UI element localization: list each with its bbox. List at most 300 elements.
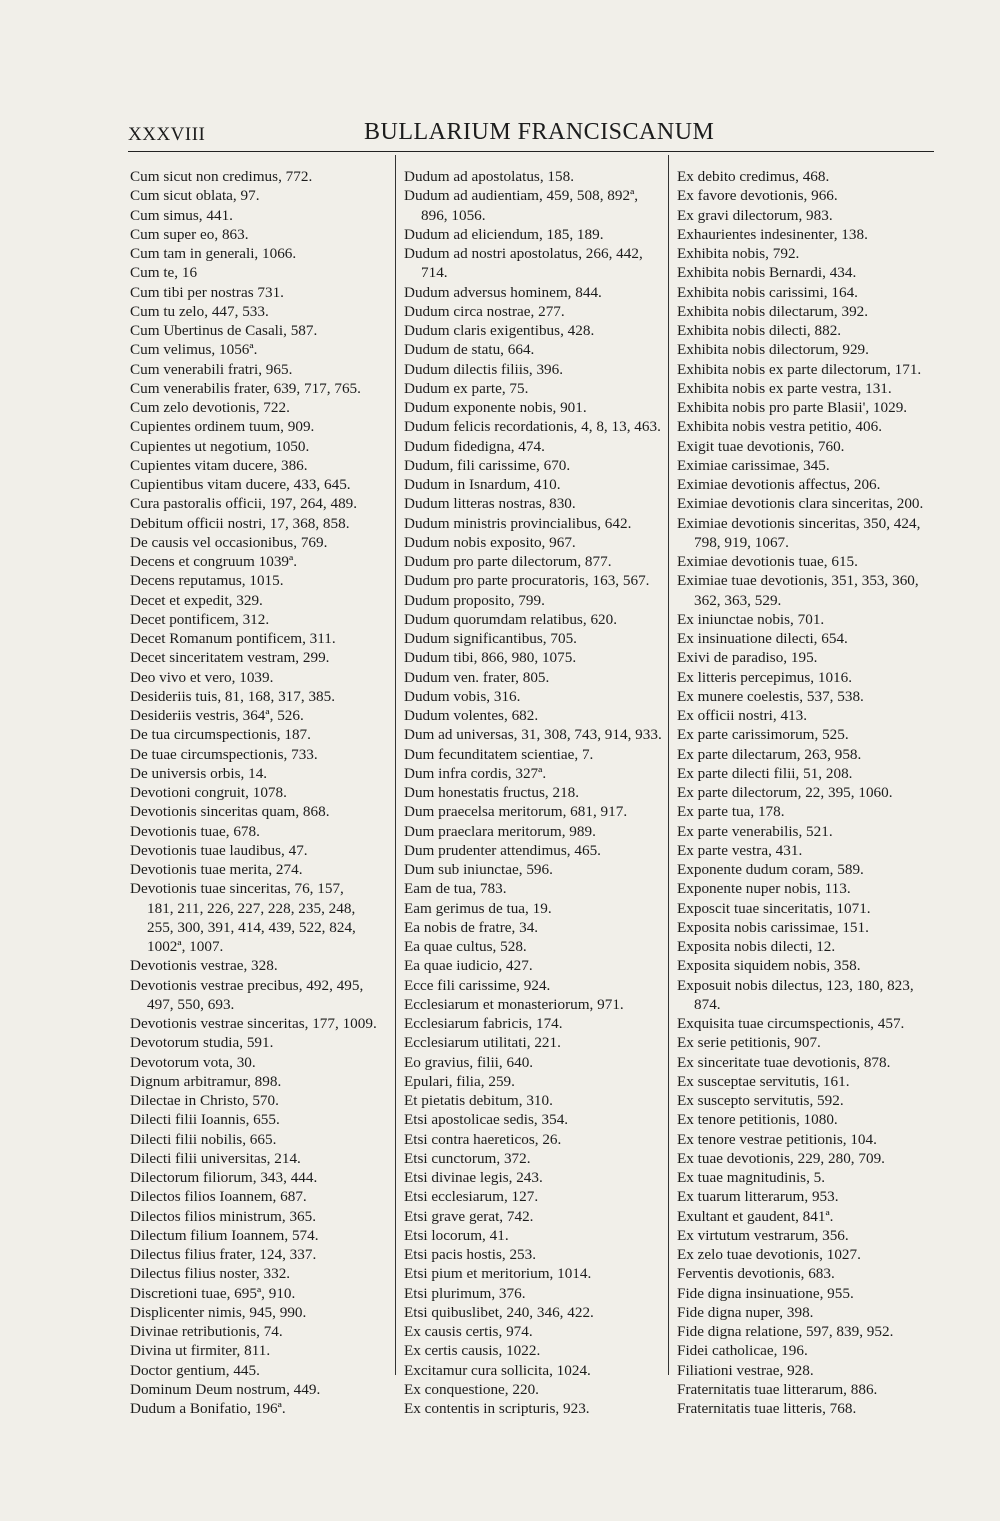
index-entry bbox=[130, 302, 385, 321]
index-entry-text: Cum tibi per nostras 731. bbox=[130, 283, 284, 301]
index-entry-text: Exigit tuae devotionis, 760. bbox=[677, 437, 845, 455]
index-entry bbox=[677, 571, 939, 610]
index-entry-text: Fide digna relatione, 597, 839, 952. bbox=[677, 1323, 894, 1340]
index-entry bbox=[404, 802, 661, 821]
index-entry-text: Divina ut firmiter, 811. bbox=[130, 1342, 271, 1360]
index-entry-text: Dudum ad audientiam, 459, 508, 892ª, bbox=[404, 187, 639, 205]
index-entry bbox=[677, 225, 939, 244]
index-entry-text: Dudum ad nostri apostolatus, 266, 442, bbox=[404, 245, 643, 262]
index-entry-text: Ex parte dilectarum, 263, 958. bbox=[677, 745, 862, 763]
index-entry-text: Dudum felicis recordationis, 4, 8, 13, 463. bbox=[404, 418, 661, 436]
index-entry bbox=[677, 937, 939, 956]
index-entry-text: Cum sicut non credimus, 772. bbox=[130, 168, 313, 185]
index-entry bbox=[404, 745, 661, 764]
index-entry bbox=[404, 456, 661, 475]
index-entry-text: De causis vel occasionibus, 769. bbox=[130, 533, 328, 551]
index-entry bbox=[404, 1380, 661, 1399]
index-entry bbox=[130, 1284, 385, 1303]
index-entry bbox=[677, 1322, 939, 1341]
index-entry bbox=[404, 1168, 661, 1187]
index-entry bbox=[130, 1264, 385, 1283]
index-entry-text: Dilectum filium Ioannem, 574. bbox=[130, 1226, 319, 1244]
index-entry-text: Ex tenore vestrae petitionis, 104. bbox=[677, 1130, 877, 1148]
column-divider bbox=[395, 155, 396, 1375]
index-entry-text: Decens reputamus, 1015. bbox=[130, 572, 284, 590]
index-entry bbox=[130, 1091, 385, 1110]
index-entry-text: Devotionis vestrae, 328. bbox=[130, 957, 278, 975]
index-entry-text: Ferventis devotionis, 683. bbox=[677, 1265, 835, 1283]
index-entry-text: Exposcit tuae sinceritatis, 1071. bbox=[677, 899, 871, 917]
page-number: XXXVIII bbox=[128, 124, 206, 145]
index-entry bbox=[404, 475, 661, 494]
index-entry bbox=[404, 1187, 661, 1206]
index-entry-text: Ex parte dilecti filii, 51, 208. bbox=[677, 764, 853, 782]
index-entry bbox=[677, 263, 939, 282]
index-entry bbox=[130, 1053, 385, 1072]
index-entry bbox=[130, 1033, 385, 1052]
index-entry-text: Cum tam in generali, 1066. bbox=[130, 245, 297, 262]
index-entry bbox=[677, 1207, 939, 1226]
index-entry bbox=[677, 841, 939, 860]
index-entry bbox=[130, 244, 385, 263]
header-rule bbox=[128, 151, 934, 152]
index-entry-text: Debitum officii nostri, 17, 368, 858. bbox=[130, 514, 350, 532]
index-entry bbox=[677, 1361, 939, 1380]
index-entry-text: Ex favore devotionis, 966. bbox=[677, 187, 838, 205]
index-entry bbox=[130, 648, 385, 667]
index-entry-continuation: 874. bbox=[694, 995, 721, 1013]
index-entry-text: Exhibita nobis dilectorum, 929. bbox=[677, 341, 869, 359]
index-entry bbox=[404, 571, 661, 590]
index-entry-text: Cum zelo devotionis, 722. bbox=[130, 399, 290, 416]
index-entry-text: Ecclesiarum utilitati, 221. bbox=[404, 1034, 561, 1052]
index-entry-text: Dudum pro parte dilectorum, 877. bbox=[404, 553, 612, 570]
index-entry-text: Dudum dilectis filiis, 396. bbox=[404, 360, 564, 378]
index-entry bbox=[404, 321, 661, 340]
index-entry bbox=[404, 1207, 661, 1226]
index-entry bbox=[404, 1072, 661, 1091]
index-entry-text: Dum ad universas, 31, 308, 743, 914, 933. bbox=[404, 726, 662, 744]
index-entry bbox=[404, 783, 661, 802]
index-entry-text: Ex iniunctae nobis, 701. bbox=[677, 610, 825, 628]
index-entry bbox=[404, 1053, 661, 1072]
index-entry bbox=[130, 956, 385, 975]
index-entry bbox=[404, 1110, 661, 1129]
index-entry-text: Fide digna nuper, 398. bbox=[677, 1303, 814, 1321]
index-entry-text: Exquisita tuae circumspectionis, 457. bbox=[677, 1015, 905, 1032]
index-entry bbox=[130, 1399, 385, 1418]
index-entry bbox=[677, 802, 939, 821]
index-entry-text: Decet pontificem, 312. bbox=[130, 610, 270, 628]
index-entry bbox=[130, 167, 385, 186]
index-entry-text: Ex serie petitionis, 907. bbox=[677, 1034, 821, 1052]
index-entry-text: Etsi cunctorum, 372. bbox=[404, 1149, 531, 1167]
index-entry-text: De tua circumspectionis, 187. bbox=[130, 726, 311, 744]
index-entry bbox=[130, 398, 385, 417]
running-title: BULLARIUM FRANCISCANUM bbox=[364, 119, 715, 145]
index-entry-text: Decens et congruum 1039ª. bbox=[130, 553, 297, 570]
index-entry-text: Ea quae cultus, 528. bbox=[404, 938, 527, 955]
index-entry-text: Exivi de paradiso, 195. bbox=[677, 649, 818, 667]
index-entry bbox=[677, 1110, 939, 1129]
column-divider bbox=[668, 155, 669, 1375]
index-entry-text: Decet sinceritatem vestram, 299. bbox=[130, 649, 330, 667]
index-entry-text: Dudum vobis, 316. bbox=[404, 687, 521, 705]
index-entry bbox=[404, 494, 661, 513]
index-entry-text: Ex parte venerabilis, 521. bbox=[677, 822, 833, 840]
index-entry-text: Devotorum studia, 591. bbox=[130, 1034, 274, 1052]
index-entry bbox=[404, 1284, 661, 1303]
index-entry bbox=[677, 1168, 939, 1187]
index-entry bbox=[404, 283, 661, 302]
index-entry bbox=[677, 379, 939, 398]
index-entry bbox=[677, 437, 939, 456]
index-entry bbox=[404, 1264, 661, 1283]
index-entry-text: Devotionis tuae sinceritas, 76, 157, bbox=[130, 880, 344, 898]
index-entry-text: Ex munere coelestis, 537, 538. bbox=[677, 687, 864, 705]
index-entry-text: Dudum ministris provincialibus, 642. bbox=[404, 514, 632, 532]
index-entry bbox=[677, 1341, 939, 1360]
index-entry bbox=[404, 1399, 661, 1418]
index-entry-text: De tuae circumspectionis, 733. bbox=[130, 745, 318, 763]
index-entry-text: Eam gerimus de tua, 19. bbox=[404, 899, 552, 917]
index-entry-text: Exultant et gaudent, 841ª. bbox=[677, 1207, 834, 1225]
index-entry-continuation: 497, 550, 693. bbox=[147, 995, 235, 1013]
index-entry-text: Displicenter nimis, 945, 990. bbox=[130, 1303, 307, 1321]
index-entry bbox=[677, 552, 939, 571]
index-entry-text: Filiationi vestrae, 928. bbox=[677, 1361, 814, 1379]
index-entry bbox=[404, 956, 661, 975]
index-entry-text: Fraternitatis tuae litterarum, 886. bbox=[677, 1380, 878, 1398]
index-entry-text: Deo vivo et vero, 1039. bbox=[130, 668, 274, 686]
index-entry bbox=[404, 1245, 661, 1264]
index-entry-text: Eam de tua, 783. bbox=[404, 880, 507, 898]
index-entry bbox=[404, 360, 661, 379]
index-entry-text: Cum tu zelo, 447, 533. bbox=[130, 302, 269, 320]
index-entry bbox=[404, 533, 661, 552]
index-entry bbox=[677, 956, 939, 975]
index-entry-text: Ex tuae magnitudinis, 5. bbox=[677, 1169, 826, 1186]
index-entry bbox=[677, 860, 939, 879]
index-entry bbox=[677, 206, 939, 225]
index-entry-text: Etsi plurimum, 376. bbox=[404, 1284, 526, 1302]
index-entry bbox=[404, 725, 661, 744]
index-entry bbox=[404, 1149, 661, 1168]
index-entry bbox=[677, 918, 939, 937]
index-entry-text: Dudum pro parte procuratoris, 163, 567. bbox=[404, 572, 650, 590]
index-entry-text: Epulari, filia, 259. bbox=[404, 1072, 515, 1090]
index-entry-text: Dum sub iniunctae, 596. bbox=[404, 861, 553, 878]
index-entry-text: Ex parte carissimorum, 525. bbox=[677, 726, 849, 744]
index-entry-text: Dilectus filius frater, 124, 337. bbox=[130, 1246, 317, 1263]
index-entry bbox=[404, 225, 661, 244]
index-entry bbox=[404, 514, 661, 533]
index-entry bbox=[677, 456, 939, 475]
index-entry-text: Eo gravius, filii, 640. bbox=[404, 1053, 534, 1071]
index-entry-text: Dudum in Isnardum, 410. bbox=[404, 476, 561, 493]
index-entry-text: Etsi locorum, 41. bbox=[404, 1226, 509, 1244]
index-column-1 bbox=[130, 167, 385, 1418]
index-entry bbox=[130, 668, 385, 687]
index-entry-text: Etsi pium et meritorium, 1014. bbox=[404, 1265, 592, 1283]
index-entry bbox=[404, 764, 661, 783]
index-entry bbox=[130, 802, 385, 821]
index-entry bbox=[404, 398, 661, 417]
index-entry-text: Cum simus, 441. bbox=[130, 206, 233, 224]
index-entry bbox=[404, 860, 661, 879]
index-entry-text: Fide digna insinuatione, 955. bbox=[677, 1284, 854, 1302]
index-entry-text: Etsi apostolicae sedis, 354. bbox=[404, 1111, 569, 1129]
index-entry bbox=[677, 417, 939, 436]
index-entry-text: Devotorum vota, 30. bbox=[130, 1053, 256, 1071]
index-entry-continuation: 1002ª, 1007. bbox=[147, 938, 224, 955]
index-entry bbox=[677, 1380, 939, 1399]
index-entry-text: Dudum ven. frater, 805. bbox=[404, 668, 550, 686]
index-entry-text: Dum fecunditatem scientiae, 7. bbox=[404, 745, 594, 763]
index-entry-text: Ex susceptae servitutis, 161. bbox=[677, 1072, 850, 1090]
index-entry-text: Ex causis certis, 974. bbox=[404, 1323, 533, 1340]
index-entry bbox=[404, 302, 661, 321]
index-entry-text: Decet Romanum pontificem, 311. bbox=[130, 630, 336, 647]
index-entry-text: Ex certis causis, 1022. bbox=[404, 1342, 541, 1360]
index-entry-text: Et pietatis debitum, 310. bbox=[404, 1092, 553, 1109]
index-entry-text: Dudum, fili carissime, 670. bbox=[404, 456, 571, 474]
index-entry bbox=[677, 899, 939, 918]
index-entry bbox=[404, 995, 661, 1014]
index-entry bbox=[404, 687, 661, 706]
index-entry-text: Etsi divinae legis, 243. bbox=[404, 1169, 543, 1186]
index-entry bbox=[130, 379, 385, 398]
index-entry-continuation: 798, 919, 1067. bbox=[694, 533, 789, 551]
index-entry-text: Dudum significantibus, 705. bbox=[404, 630, 577, 647]
index-entry-text: Eximiae devotionis clara sinceritas, 200. bbox=[677, 495, 924, 513]
index-entry-text: Decet et expedit, 329. bbox=[130, 591, 263, 609]
index-entry bbox=[677, 340, 939, 359]
index-entry bbox=[404, 899, 661, 918]
index-entry bbox=[677, 398, 939, 417]
index-entry-text: Divinae retributionis, 74. bbox=[130, 1323, 283, 1340]
index-entry bbox=[677, 764, 939, 783]
index-entry bbox=[404, 822, 661, 841]
index-entry bbox=[404, 437, 661, 456]
index-entry bbox=[677, 706, 939, 725]
index-entry bbox=[130, 1207, 385, 1226]
index-entry-text: Devotionis sinceritas quam, 868. bbox=[130, 803, 330, 821]
index-entry-text: Eximiae tuae devotionis, 351, 353, 360, bbox=[677, 572, 919, 590]
index-entry-text: Dum praecelsa meritorum, 681, 917. bbox=[404, 803, 628, 821]
index-entry-text: Ex debito credimus, 468. bbox=[677, 168, 830, 185]
index-entry bbox=[677, 321, 939, 340]
index-entry-continuation: 896, 1056. bbox=[421, 206, 486, 224]
index-entry-text: Cupientes ut negotium, 1050. bbox=[130, 437, 310, 455]
index-entry-text: Dudum de statu, 664. bbox=[404, 341, 535, 359]
index-entry-text: Etsi contra haereticos, 26. bbox=[404, 1130, 562, 1148]
index-entry-text: Dilectos filios ministrum, 365. bbox=[130, 1207, 317, 1225]
index-entry bbox=[677, 1033, 939, 1052]
index-entry-text: Exhaurientes indesinenter, 138. bbox=[677, 225, 868, 243]
index-entry-text: Ea nobis de fratre, 34. bbox=[404, 918, 539, 936]
index-entry bbox=[130, 206, 385, 225]
index-entry-text: Cupientes vitam ducere, 386. bbox=[130, 456, 308, 474]
index-entry-text: Exposita nobis carissimae, 151. bbox=[677, 918, 869, 936]
index-entry-text: Exponente dudum coram, 589. bbox=[677, 861, 864, 878]
index-entry-text: Exponente nuper nobis, 113. bbox=[677, 880, 851, 898]
index-entry bbox=[404, 668, 661, 687]
index-entry-text: Dilecti filii Ioannis, 655. bbox=[130, 1111, 280, 1129]
index-entry bbox=[130, 360, 385, 379]
index-entry-text: Ex zelo tuae devotionis, 1027. bbox=[677, 1246, 861, 1263]
index-entry-text: Cum te, 16 bbox=[130, 264, 198, 282]
index-column-2 bbox=[404, 167, 661, 1418]
index-entry-text: Eximiae carissimae, 345. bbox=[677, 456, 830, 474]
index-entry bbox=[130, 725, 385, 744]
index-entry-text: Exhibita nobis, 792. bbox=[677, 245, 800, 262]
index-entry bbox=[404, 976, 661, 995]
index-entry bbox=[677, 186, 939, 205]
index-entry bbox=[130, 1168, 385, 1187]
index-entry bbox=[404, 648, 661, 667]
index-entry-text: Eximiae devotionis affectus, 206. bbox=[677, 476, 881, 493]
index-entry bbox=[677, 610, 939, 629]
index-entry-text: Dudum tibi, 866, 980, 1075. bbox=[404, 649, 577, 667]
index-entry bbox=[404, 591, 661, 610]
index-entry-text: Ex insinuatione dilecti, 654. bbox=[677, 630, 848, 647]
index-entry bbox=[130, 1341, 385, 1360]
index-entry-text: Dum infra cordis, 327ª. bbox=[404, 764, 547, 782]
index-entry-text: Eximiae devotionis tuae, 615. bbox=[677, 553, 858, 570]
index-entry-text: Cum venerabili fratri, 965. bbox=[130, 360, 293, 378]
index-entry bbox=[677, 1284, 939, 1303]
index-entry-continuation: 181, 211, 226, 227, 228, 235, 248, bbox=[147, 899, 356, 917]
index-entry bbox=[677, 244, 939, 263]
index-column-3 bbox=[677, 167, 939, 1418]
index-entry-text: Cupientes ordinem tuum, 909. bbox=[130, 418, 315, 436]
index-entry bbox=[677, 725, 939, 744]
index-entry bbox=[404, 1303, 661, 1322]
index-entry-text: Exposuit nobis dilectus, 123, 180, 823, bbox=[677, 976, 914, 994]
index-entry bbox=[677, 629, 939, 648]
index-entry-text: Devotionis tuae, 678. bbox=[130, 822, 260, 840]
index-entry-text: Ex litteris percepimus, 1016. bbox=[677, 668, 853, 686]
index-entry bbox=[404, 879, 661, 898]
index-entry bbox=[677, 475, 939, 494]
index-entry-continuation: 255, 300, 391, 414, 439, 522, 824, bbox=[147, 918, 356, 936]
index-entry-text: Exhibita nobis pro parte Blasii', 1029. bbox=[677, 399, 908, 416]
index-entry bbox=[404, 610, 661, 629]
index-entry bbox=[130, 1110, 385, 1129]
index-entry bbox=[677, 668, 939, 687]
index-entry-text: Dudum circa nostrae, 277. bbox=[404, 302, 565, 320]
index-entry bbox=[404, 841, 661, 860]
index-entry bbox=[404, 918, 661, 937]
index-entry-text: Devotionis vestrae sinceritas, 177, 1009. bbox=[130, 1015, 377, 1032]
index-entry bbox=[677, 1091, 939, 1110]
index-entry-text: Dilectorum filiorum, 343, 444. bbox=[130, 1169, 318, 1186]
index-entry bbox=[677, 1053, 939, 1072]
index-entry-text: Eximiae devotionis sinceritas, 350, 424, bbox=[677, 514, 921, 532]
index-entry bbox=[677, 687, 939, 706]
index-entry-text: Exhibita nobis dilectarum, 392. bbox=[677, 302, 869, 320]
index-entry-text: Dudum exponente nobis, 901. bbox=[404, 399, 587, 416]
index-entry-text: Ex gravi dilectorum, 983. bbox=[677, 206, 833, 224]
index-entry bbox=[130, 591, 385, 610]
index-entry bbox=[404, 706, 661, 725]
index-entry-text: Ecclesiarum et monasteriorum, 971. bbox=[404, 995, 624, 1013]
index-entry-text: Dudum litteras nostras, 830. bbox=[404, 495, 576, 513]
index-entry-text: Exhibita nobis Bernardi, 434. bbox=[677, 264, 857, 282]
index-entry bbox=[677, 1014, 939, 1033]
index-entry bbox=[130, 1014, 385, 1033]
index-entry-text: Desideriis tuis, 81, 168, 317, 385. bbox=[130, 687, 336, 705]
index-entry-text: Ex tuarum litterarum, 953. bbox=[677, 1188, 839, 1206]
index-entry-text: Exposita nobis dilecti, 12. bbox=[677, 938, 836, 955]
index-entry bbox=[404, 629, 661, 648]
index-entry-text: Ea quae iudicio, 427. bbox=[404, 957, 533, 975]
index-entry bbox=[677, 1187, 939, 1206]
index-entry bbox=[677, 514, 939, 553]
index-entry bbox=[130, 745, 385, 764]
index-entry-text: Ex sinceritate tuae devotionis, 878. bbox=[677, 1053, 891, 1071]
index-entry bbox=[130, 610, 385, 629]
index-entry-text: Exhibita nobis vestra petitio, 406. bbox=[677, 418, 883, 436]
index-entry-text: Dominum Deum nostrum, 449. bbox=[130, 1380, 321, 1398]
index-entry-text: Dum prudenter attendimus, 465. bbox=[404, 841, 601, 859]
index-entry-text: Dilectae in Christo, 570. bbox=[130, 1092, 279, 1109]
index-entry bbox=[130, 879, 385, 956]
index-entry-text: Dudum nobis exposito, 967. bbox=[404, 533, 576, 551]
index-entry bbox=[404, 186, 661, 225]
index-entry bbox=[130, 456, 385, 475]
index-entry bbox=[677, 1264, 939, 1283]
index-entry-text: Cupientibus vitam ducere, 433, 645. bbox=[130, 476, 351, 493]
index-entry-continuation: 362, 363, 529. bbox=[694, 591, 782, 609]
index-entry-text: Ex conquestione, 220. bbox=[404, 1380, 539, 1398]
index-entry-text: Ex tenore petitionis, 1080. bbox=[677, 1111, 838, 1129]
index-entry bbox=[404, 417, 661, 436]
index-entry-text: Ex parte tua, 178. bbox=[677, 803, 785, 821]
index-entry-text: Dudum ad eliciendum, 185, 189. bbox=[404, 225, 604, 243]
index-entry-text: Discretioni tuae, 695ª, 910. bbox=[130, 1284, 296, 1302]
index-entry-text: Etsi ecclesiarum, 127. bbox=[404, 1188, 539, 1206]
index-entry-text: Dudum adversus hominem, 844. bbox=[404, 283, 602, 301]
index-entry-text: Ex officii nostri, 413. bbox=[677, 707, 808, 724]
index-entry bbox=[130, 417, 385, 436]
index-entry bbox=[130, 263, 385, 282]
index-entry bbox=[130, 783, 385, 802]
index-entry-text: Ecclesiarum fabricis, 174. bbox=[404, 1015, 563, 1032]
index-entry-text: Fraternitatis tuae litteris, 768. bbox=[677, 1400, 857, 1417]
index-entry bbox=[677, 283, 939, 302]
index-entry-text: Dudum proposito, 799. bbox=[404, 591, 545, 609]
index-entry-text: Excitamur cura sollicita, 1024. bbox=[404, 1361, 591, 1379]
index-entry-text: Dignum arbitramur, 898. bbox=[130, 1072, 282, 1090]
index-entry bbox=[677, 745, 939, 764]
index-entry-text: Dudum ad apostolatus, 158. bbox=[404, 168, 574, 185]
index-entry-text: Exhibita nobis ex parte vestra, 131. bbox=[677, 379, 892, 397]
index-entry-text: Exhibita nobis carissimi, 164. bbox=[677, 283, 858, 301]
index-entry-text: Doctor gentium, 445. bbox=[130, 1361, 260, 1379]
index-entry-text: Dum honestatis fructus, 218. bbox=[404, 784, 580, 801]
index-entry-text: Dudum ex parte, 75. bbox=[404, 379, 529, 397]
index-entry-text: Dilectos filios Ioannem, 687. bbox=[130, 1188, 307, 1206]
index-entry bbox=[130, 1130, 385, 1149]
index-entry bbox=[130, 475, 385, 494]
index-entry bbox=[677, 1226, 939, 1245]
index-entry bbox=[130, 1380, 385, 1399]
index-entry bbox=[404, 1341, 661, 1360]
index-entry-text: Etsi pacis hostis, 253. bbox=[404, 1246, 537, 1263]
index-entry-continuation: 714. bbox=[421, 264, 448, 282]
